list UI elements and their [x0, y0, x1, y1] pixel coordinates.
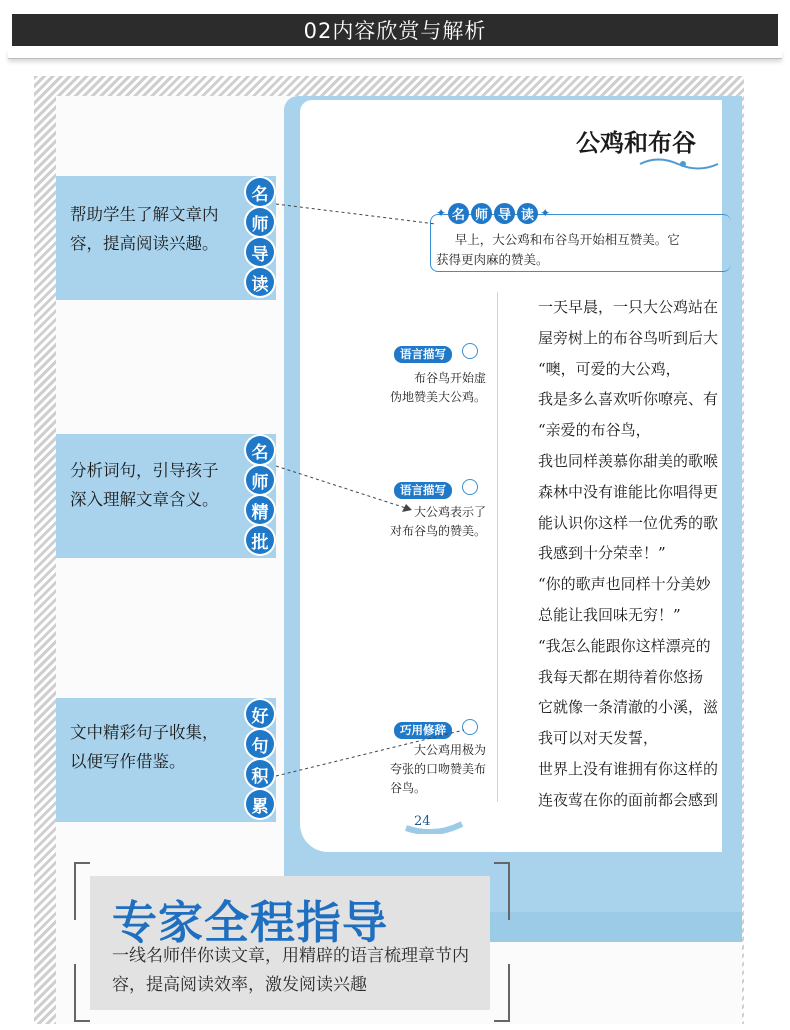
guide-text-line: 早上，大公鸡和布谷鸟开始相互赞美。它 [454, 232, 680, 247]
sidebar-text-review: 分析词句，引导孩子深入理解文章含义。 [70, 461, 219, 509]
badge-char: 名 [246, 436, 274, 464]
story-line: “噢，可爱的大公鸡， [538, 359, 681, 378]
sidebar-text-guide: 帮助学生了解文章内容，提高阅读兴趣。 [70, 205, 219, 253]
section-title: 02内容欣赏与解析 [303, 19, 487, 43]
note-label: 巧用修辞 [394, 722, 452, 739]
story-line: 连夜莺在你的面前都会感到 [538, 790, 719, 809]
promo-bracket-top-left [74, 862, 90, 920]
badge-char: 读 [246, 268, 274, 296]
story-line: 我可以对天发誓， [538, 729, 659, 748]
promo-bracket-bottom-right [494, 964, 510, 1022]
guide-tag-char: 读 [517, 203, 538, 224]
badge-char: 积 [246, 760, 274, 788]
promo-bracket-top-right [494, 862, 510, 920]
sidebar-text-sentences: 文中精彩句子收集，以便写作借鉴。 [70, 723, 219, 771]
sparkle-icon: ✦ [436, 206, 447, 220]
story-line: 我是多么喜欢听你嘹亮、有 [538, 390, 719, 409]
page-number: 24 [414, 814, 431, 829]
story-line: 屋旁树上的布谷鸟听到后大 [538, 328, 719, 347]
badge-char: 精 [246, 496, 274, 524]
story-line: 我也同样羡慕你甜美的歌喉 [538, 451, 719, 470]
badge-char: 师 [246, 466, 274, 494]
story-line: 能认识你这样一位优秀的歌 [538, 513, 719, 532]
badge-char: 导 [246, 238, 274, 266]
note-label: 语言描写 [394, 482, 452, 499]
promo-title: 专家全程指导 [112, 896, 389, 949]
badge-char: 批 [246, 526, 274, 554]
story-line: 总能让我回味无穷！” [538, 605, 681, 624]
guide-text-line: 获得更肉麻的赞美。 [436, 252, 549, 267]
badge-char: 名 [246, 178, 274, 206]
story-line: 它就像一条清澈的小溪，滋 [538, 698, 719, 717]
sparkle-icon: ✦ [540, 206, 551, 220]
note-text: 大公鸡表示了对布谷鸟的赞美。 [390, 505, 487, 538]
story-line: 森林中没有谁能比你唱得更 [538, 482, 719, 501]
guide-tag-char: 导 [494, 203, 515, 224]
story-line: 我感到十分荣幸！” [538, 544, 666, 563]
badge-char: 好 [246, 700, 274, 728]
story-line: “你的歌声也同样十分美妙 [538, 575, 711, 594]
story-line: 世界上没有谁拥有你这样的 [538, 759, 719, 778]
story-line: “亲爱的布谷鸟， [538, 421, 651, 440]
badge-char: 师 [246, 208, 274, 236]
badge-char: 累 [246, 790, 274, 818]
story-line: 我每天都在期待着你悠扬 [538, 667, 704, 686]
promo-description: 一线名师伴你读文章，用精辟的语言梳理章节内容，提高阅读效率，激发阅读兴趣 [112, 946, 469, 995]
story-line: 一天早晨，一只大公鸡站在 [538, 298, 719, 316]
story-line: “我怎么能跟你这样漂亮的 [538, 636, 711, 655]
note-text: 大公鸡用极为夸张的口吻赞美布谷鸟。 [390, 743, 487, 795]
note-text: 布谷鸟开始虚伪地赞美大公鸡。 [390, 371, 487, 404]
badge-char: 句 [246, 730, 274, 758]
note-label: 语言描写 [394, 346, 452, 363]
guide-tag-char: 名 [448, 203, 469, 224]
guide-tag-char: 师 [471, 203, 492, 224]
promo-bracket-bottom-left [74, 964, 90, 1022]
book-chapter-title: 公鸡和布谷 [576, 128, 696, 157]
